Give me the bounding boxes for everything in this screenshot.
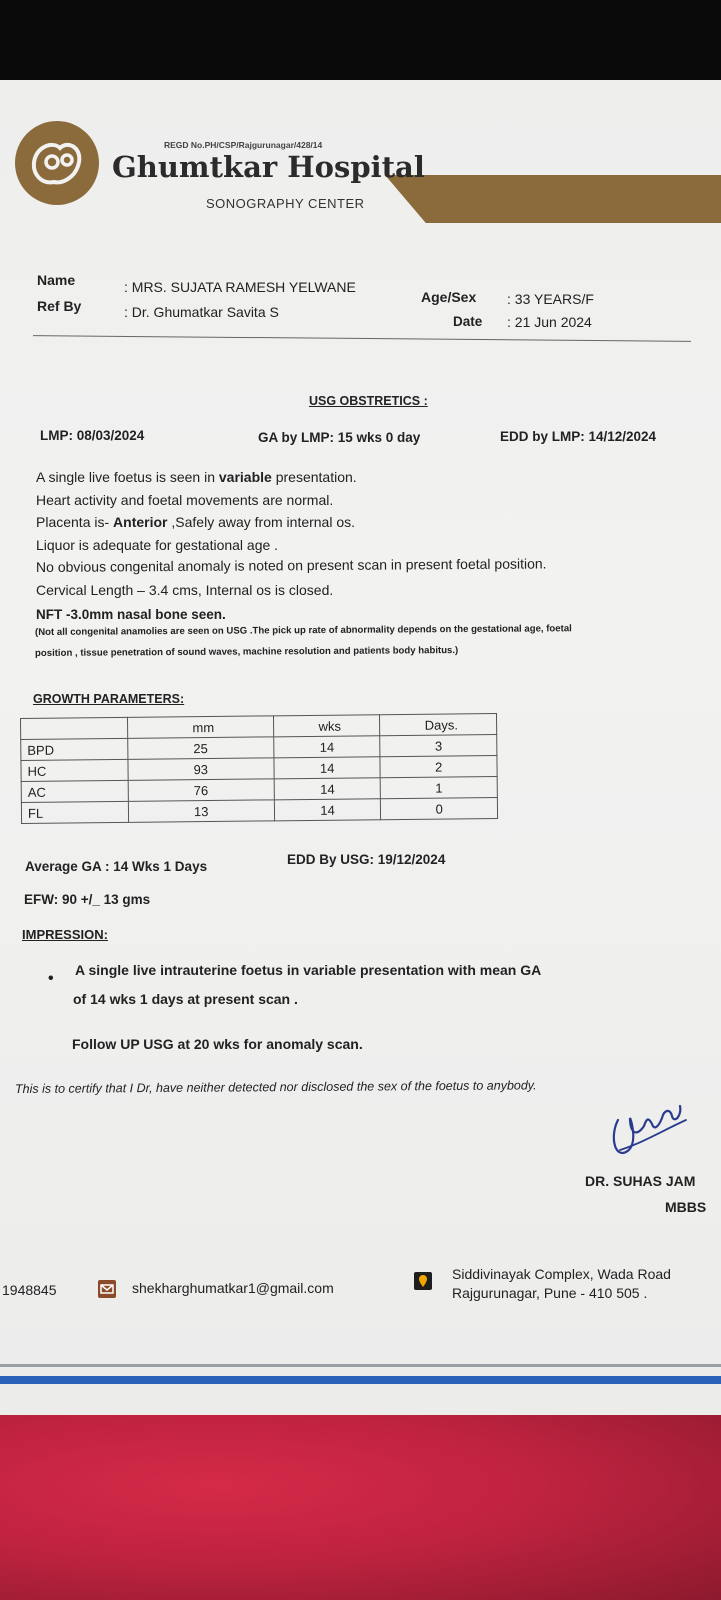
param-cell: FL	[21, 801, 128, 823]
disclaimer-line1: (Not all congenital anamolies are seen on USG .The pick up rate of abnormality depends on the gestational age, foetal	[34, 623, 572, 638]
edd-by-lmp: EDD by LMP: 14/12/2024	[500, 429, 657, 444]
impression-bullet: •	[48, 970, 54, 987]
footer-address-line2: Rajgurunagar, Pune - 410 505 .	[452, 1285, 648, 1301]
registration-number: REGD No.PH/CSP/Rajgurunagar/428/14	[164, 140, 323, 150]
mail-icon	[98, 1280, 116, 1298]
finding-liquor: Liquor is adequate for gestational age .	[36, 537, 279, 553]
doctor-name: DR. SUHAS JAM	[585, 1173, 696, 1189]
name-value: : MRS. SUJATA RAMESH YELWANE	[124, 279, 356, 295]
signature-icon	[600, 1080, 700, 1170]
follow-up: Follow UP USG at 20 wks for anomaly scan.	[72, 1036, 363, 1052]
age-sex-label: Age/Sex	[421, 289, 477, 305]
ga-by-lmp: GA by LMP: 15 wks 0 day	[258, 430, 421, 445]
ref-by-label: Ref By	[37, 298, 82, 314]
doctor-degree: MBBS	[665, 1199, 707, 1215]
wks-cell: 14	[274, 757, 381, 779]
mm-cell: 93	[128, 758, 275, 781]
finding-anomaly: No obvious congenital anomaly is noted on present scan in present foetal position.	[35, 555, 547, 575]
impression-line1: A single live intrauterine foetus in variable presentation with mean GA	[75, 962, 542, 978]
finding-placenta: Placenta is- Anterior ,Safely away from internal os.	[36, 514, 356, 530]
param-cell: HC	[21, 759, 128, 781]
wks-cell: 14	[274, 736, 381, 758]
days-cell: 2	[380, 756, 497, 778]
lmp-date: LMP: 08/03/2024	[40, 428, 145, 443]
date-value: : 21 Jun 2024	[507, 314, 592, 330]
finding-nft: NFT -3.0mm nasal bone seen.	[36, 607, 226, 622]
days-cell: 1	[381, 777, 498, 799]
days-cell: 0	[381, 798, 498, 820]
footer-blue-band	[0, 1376, 721, 1384]
table-header: mm	[127, 716, 274, 739]
finding-heart-activity: Heart activity and foetal movements are normal.	[36, 492, 334, 508]
sonography-center: SONOGRAPHY CENTER	[206, 196, 365, 211]
table-row	[21, 798, 497, 824]
ref-by-value: : Dr. Ghumatkar Savita S	[124, 304, 279, 320]
table-header: Days.	[380, 714, 497, 736]
efw: EFW: 90 +/_ 13 gms	[24, 892, 151, 907]
finding-cervical-length: Cervical Length – 3.4 cms, Internal os is closed.	[36, 582, 334, 598]
wks-cell: 14	[274, 778, 381, 800]
hospital-logo-icon	[12, 118, 102, 208]
report-title: USG OBSTRETICS :	[309, 394, 428, 408]
footer-phone: 1948845	[2, 1282, 57, 1298]
age-sex-value: : 33 YEARS/F	[507, 291, 594, 307]
growth-title: GROWTH PARAMETERS:	[33, 692, 185, 706]
header-brown-band	[385, 175, 721, 223]
table-header: wks	[273, 715, 380, 737]
growth-table	[20, 713, 498, 824]
impression-line2: of 14 wks 1 days at present scan .	[73, 991, 298, 1007]
mm-cell: 25	[127, 737, 274, 760]
mm-cell: 76	[128, 779, 275, 802]
certification-statement: This is to certify that I Dr, have neither detected nor disclosed the sex of the foetus to anybody.	[14, 1078, 537, 1096]
footer-email: shekharghumatkar1@gmail.com	[132, 1280, 334, 1296]
background-cloth	[0, 1410, 721, 1600]
footer-address-line1: Siddivinayak Complex, Wada Road	[452, 1266, 671, 1282]
table-header	[21, 717, 128, 739]
edd-by-usg: EDD By USG: 19/12/2024	[287, 852, 446, 867]
param-cell: AC	[21, 780, 128, 802]
footer-divider	[0, 1364, 721, 1367]
wks-cell: 14	[274, 799, 381, 821]
mm-cell: 13	[128, 800, 275, 823]
disclaimer-line2: position , tissue penetration of sound waves, machine resolution and patients body habitus.)	[34, 645, 459, 659]
hospital-name: Ghumtkar Hospital	[112, 150, 425, 184]
param-cell: BPD	[21, 738, 128, 760]
days-cell: 3	[380, 735, 497, 757]
name-label: Name	[37, 272, 76, 288]
average-ga: Average GA : 14 Wks 1 Days	[25, 859, 208, 874]
impression-title: IMPRESSION:	[22, 927, 108, 942]
finding-presentation: A single live foetus is seen in variable presentation.	[36, 469, 357, 485]
date-label: Date	[453, 314, 483, 329]
location-pin-icon	[414, 1272, 432, 1290]
